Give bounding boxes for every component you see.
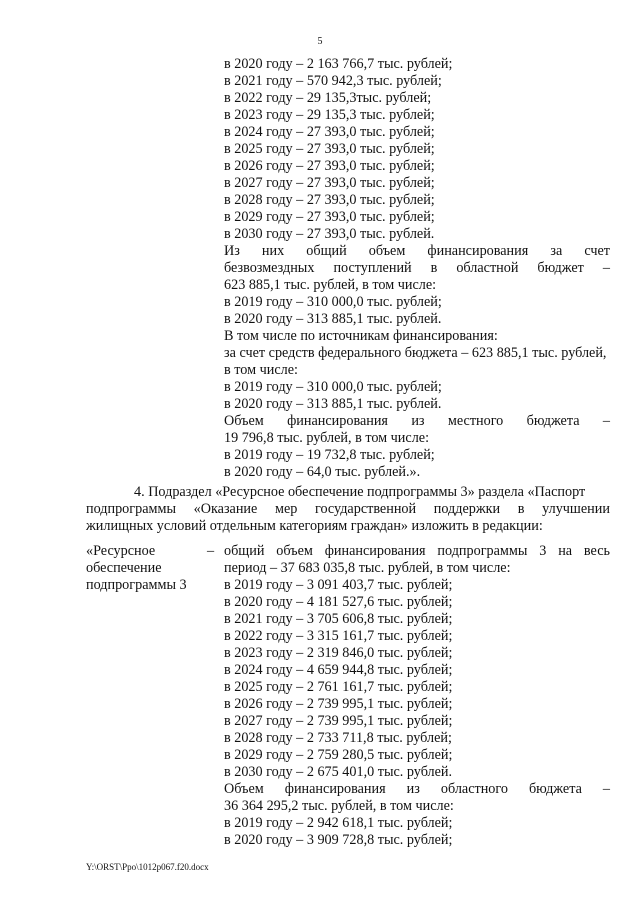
funding-line: в 2020 году – 313 885,1 тыс. рублей. [224,311,442,327]
funding-line: в 2019 году – 2 942 618,1 тыс. рублей; [224,815,453,831]
word: из [411,413,425,429]
funding-line: в 2022 году – 29 135,3тыс. рублей; [224,90,432,106]
funding-line: в 2020 году – 2 163 766,7 тыс. рублей; [224,56,453,72]
funding-line: в 2020 году – 313 885,1 тыс. рублей. [224,396,442,412]
funding-line: в 2021 году – 570 942,3 тыс. рублей; [224,73,442,89]
word: 3 [539,543,547,559]
funding-line: в 2020 году – 4 181 527,6 тыс. рублей; [224,594,453,610]
funding-line: в 2027 году – 27 393,0 тыс. рублей; [224,175,435,191]
word: бюджета [528,781,582,797]
table-label: подпрограммы 3 [86,577,187,593]
funding-line: в 2020 году – 64,0 тыс. рублей.». [224,464,421,480]
word: государственной [314,501,417,517]
word: поступлений [333,260,412,276]
word: – [602,260,610,276]
word: финансирования [324,543,426,559]
table-dash: – [207,543,215,559]
funding-line: в 2029 году – 2 759 280,5 тыс. рублей; [224,747,453,763]
funding-line: в 2025 году – 27 393,0 тыс. рублей; [224,141,435,157]
word: «Оказание [193,501,258,517]
justified-line [224,543,610,560]
funding-line: в 2030 году – 2 675 401,0 тыс. рублей. [224,764,453,780]
word: областного [440,781,508,797]
word: областной [456,260,519,276]
justified-line [224,260,610,277]
word: – [602,413,610,429]
word: мер [274,501,298,517]
word: улучшении [542,501,610,517]
funding-line: в 2019 году – 310 000,0 тыс. рублей; [224,294,442,310]
funding-line: в 2025 году – 2 761 161,7 тыс. рублей; [224,679,453,695]
funding-line: в 2026 году – 27 393,0 тыс. рублей; [224,158,435,174]
justified-line [224,781,610,798]
justified-line [224,243,610,260]
funding-line: в 2026 году – 2 739 995,1 тыс. рублей; [224,696,453,712]
funding-line: в 2022 году – 3 315 161,7 тыс. рублей; [224,628,453,644]
funding-line: 36 364 295,2 тыс. рублей, в том числе: [224,798,454,814]
justified-line [224,413,610,430]
funding-line: в 2028 году – 27 393,0 тыс. рублей; [224,192,435,208]
funding-line: в 2027 году – 2 739 995,1 тыс. рублей; [224,713,453,729]
word: за [550,243,563,259]
word: Из [224,243,240,259]
funding-line: в 2028 году – 2 733 711,8 тыс. рублей; [224,730,452,746]
word: местного [447,413,504,429]
funding-line: в 2019 году – 19 732,8 тыс. рублей; [224,447,435,463]
word: Объем [224,781,264,797]
word: в [430,260,438,276]
word: подпрограммы [437,543,528,559]
word: объем [276,543,313,559]
word: финансирования [284,781,386,797]
funding-line: в 2023 году – 29 135,3 тыс. рублей; [224,107,435,123]
word: – [602,781,610,797]
word: подпрограммы [86,501,176,517]
word: общий [306,243,347,259]
funding-line: в 2023 году – 2 319 846,0 тыс. рублей; [224,645,453,661]
word: бюджета [526,413,580,429]
paragraph-line: жилищных условий отдельным категориям граждан» изложить в редакции: [86,518,543,534]
word: безвозмездных [224,260,315,276]
paragraph-line: 4. Подраздел «Ресурсное обеспечение подпрограммы 3» раздела «Паспорт [134,484,586,500]
file-path-footer: Y:\ORST\Ppo\1012p067.f20.docx [86,862,209,872]
word: поддержки [433,501,501,517]
funding-line: в 2021 году – 3 705 606,8 тыс. рублей; [224,611,453,627]
word: Объем [224,413,264,429]
word: финансирования [427,243,529,259]
funding-line: В том числе по источникам финансирования: [224,328,498,344]
funding-line: в 2024 году – 27 393,0 тыс. рублей; [224,124,435,140]
justified-line [86,501,610,518]
word: счет [584,243,610,259]
word: из [406,781,420,797]
word: объем [368,243,406,259]
word: на [558,543,573,559]
funding-line: в 2029 году – 27 393,0 тыс. рублей; [224,209,435,225]
funding-line: в 2019 году – 310 000,0 тыс. рублей; [224,379,442,395]
funding-line: за счет средств федерального бюджета – 623 885,1 тыс. рублей, [224,345,607,361]
table-label: обеспечение [86,560,162,576]
funding-line: в 2024 году – 4 659 944,8 тыс. рублей; [224,662,453,678]
funding-line: 623 885,1 тыс. рублей, в том числе: [224,277,437,293]
funding-line: период – 37 683 035,8 тыс. рублей, в том числе: [224,560,511,576]
funding-line: в 2019 году – 3 091 403,7 тыс. рублей; [224,577,453,593]
word: них [261,243,285,259]
funding-line: в 2020 году – 3 909 728,8 тыс. рублей; [224,832,453,848]
funding-line: в 2030 году – 27 393,0 тыс. рублей. [224,226,435,242]
table-label: «Ресурсное [86,543,156,559]
word: финансирования [287,413,388,429]
page-number: 5 [317,36,323,47]
funding-line: в том числе: [224,362,298,378]
funding-line: 19 796,8 тыс. рублей, в том числе: [224,430,430,446]
word: в [517,501,525,517]
word: весь [583,543,610,559]
word: бюджет [537,260,584,276]
word: общий [224,543,265,559]
